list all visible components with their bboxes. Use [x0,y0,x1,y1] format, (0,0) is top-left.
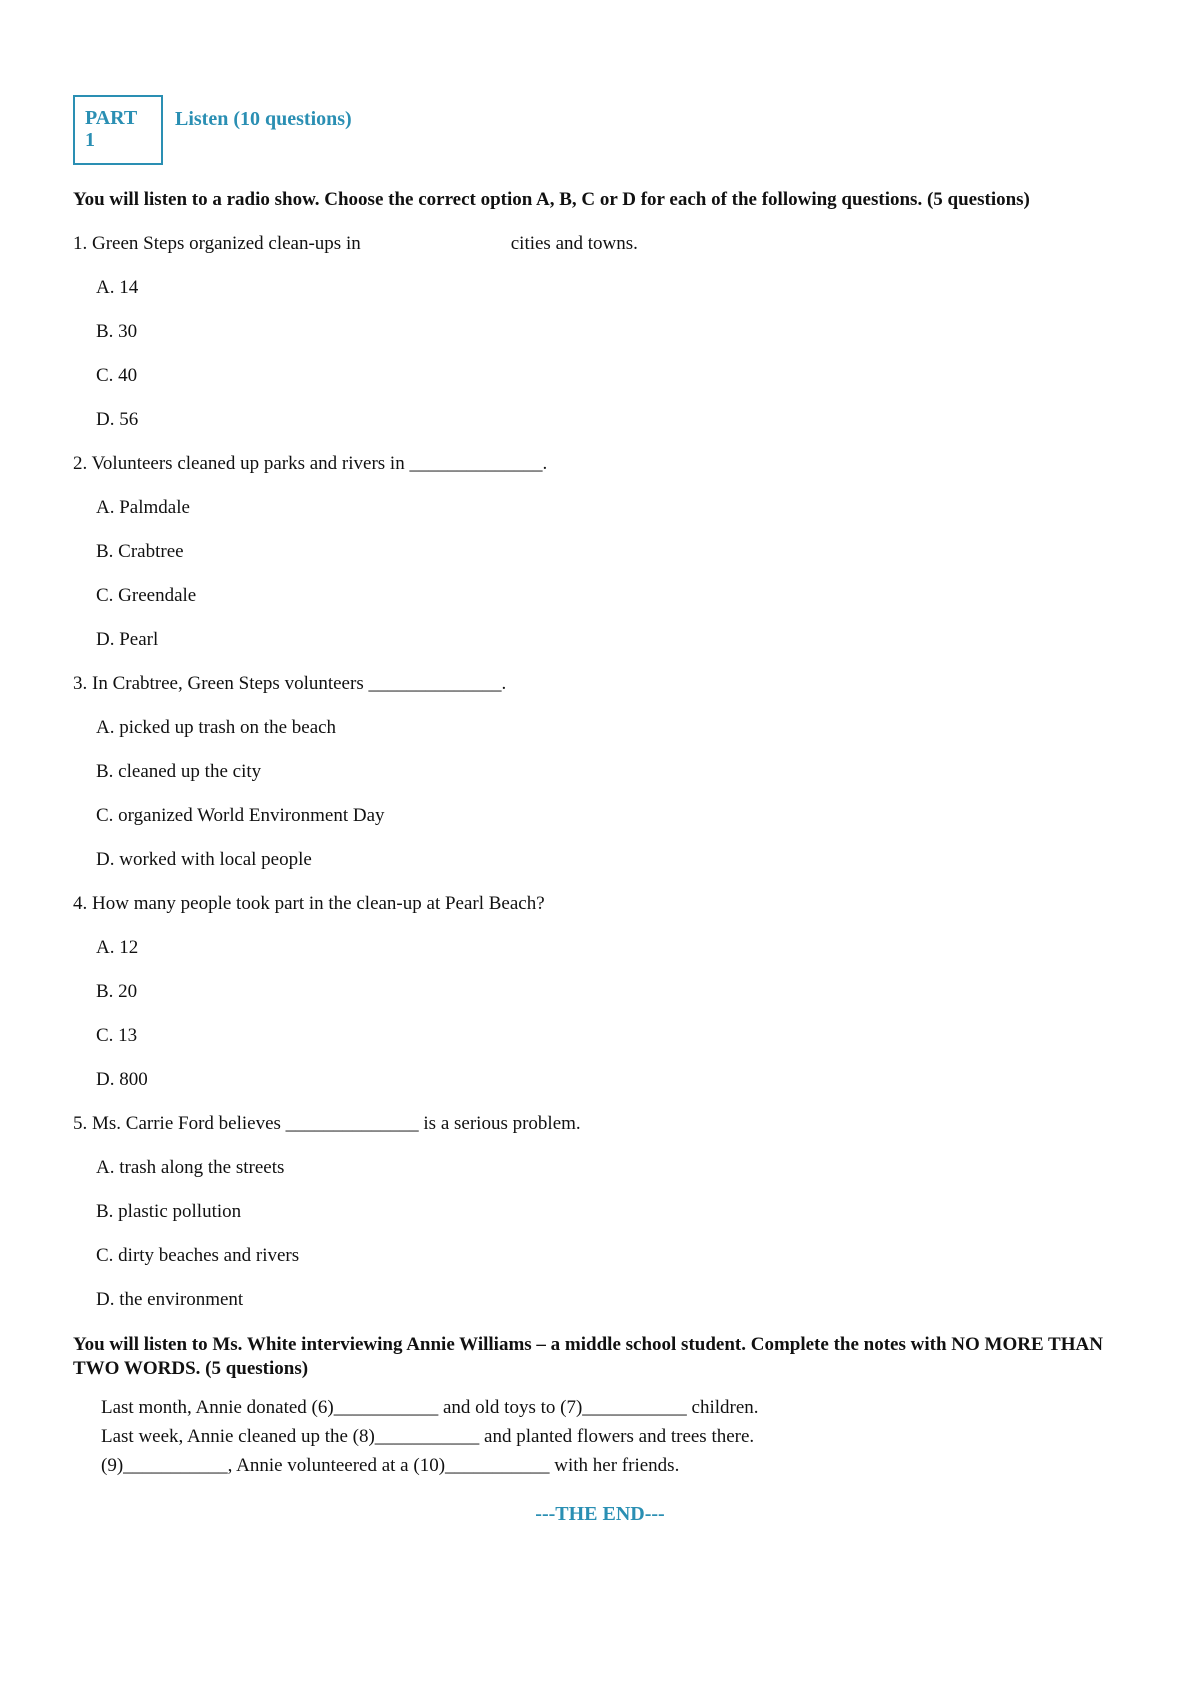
question-5-option-c: C. dirty beaches and rivers [96,1245,300,1266]
question-5-option-b: B. plastic pollution [96,1201,242,1222]
question-1 [73,233,638,255]
part-label-box [73,95,163,165]
question-1-option-d: D. 56 [96,409,139,430]
note-line-1: Last month, Annie donated (6)___________ and old toys to (7)___________ children. [101,1397,759,1418]
question-5-option-a: A. trash along the streets [96,1157,285,1178]
question-3: 3. In Crabtree, Green Steps volunteers ______________. [73,673,507,694]
part-label: PART 1 [85,107,138,151]
question-2-option-a: A. Palmdale [96,497,190,518]
question-1-stem-after: cities and towns. [510,233,638,254]
question-1-option-a: A. 14 [96,277,139,298]
question-4-option-d: D. 800 [96,1069,148,1090]
question-3-option-a: A. picked up trash on the beach [96,717,337,738]
question-2-option-b: B. Crabtree [96,541,184,562]
question-2-option-c: C. Greendale [96,585,197,606]
question-3-option-b: B. cleaned up the city [96,761,262,782]
question-4-option-c: C. 13 [96,1025,138,1046]
the-end-marker: ---THE END--- [535,1503,665,1525]
note-line-2: Last week, Annie cleaned up the (8)___________ and planted flowers and trees there. [101,1426,755,1447]
question-1-option-b: B. 30 [96,321,138,342]
question-1-option-c: C. 40 [96,365,138,386]
question-2-option-d: D. Pearl [96,629,159,650]
section2-instruction: You will listen to Ms. White interviewing Annie Williams – a middle school student. Complete the notes with NO MORE THAN TWO WORDS. (5 questions) [73,1334,1103,1379]
question-3-option-c: C. organized World Environment Day [96,805,385,826]
question-2: 2. Volunteers cleaned up parks and rivers in ______________. [73,453,548,474]
question-5: 5. Ms. Carrie Ford believes ______________ is a serious problem. [73,1113,581,1134]
note-line-3: (9)___________, Annie volunteered at a (10)___________ with her friends. [101,1455,680,1476]
question-3-option-d: D. worked with local people [96,849,312,870]
section1-instruction: You will listen to a radio show. Choose the correct option A, B, C or D for each of the following questions. (5 questions) [73,189,1030,210]
question-4-option-a: A. 12 [96,937,139,958]
question-5-option-d: D. the environment [96,1289,244,1310]
question-4-option-b: B. 20 [96,981,138,1002]
question-4: 4. How many people took part in the clean-up at Pearl Beach? [73,893,545,914]
question-1-stem-before: 1. Green Steps organized clean-ups in [73,233,361,254]
part-title: Listen (10 questions) [175,108,352,130]
